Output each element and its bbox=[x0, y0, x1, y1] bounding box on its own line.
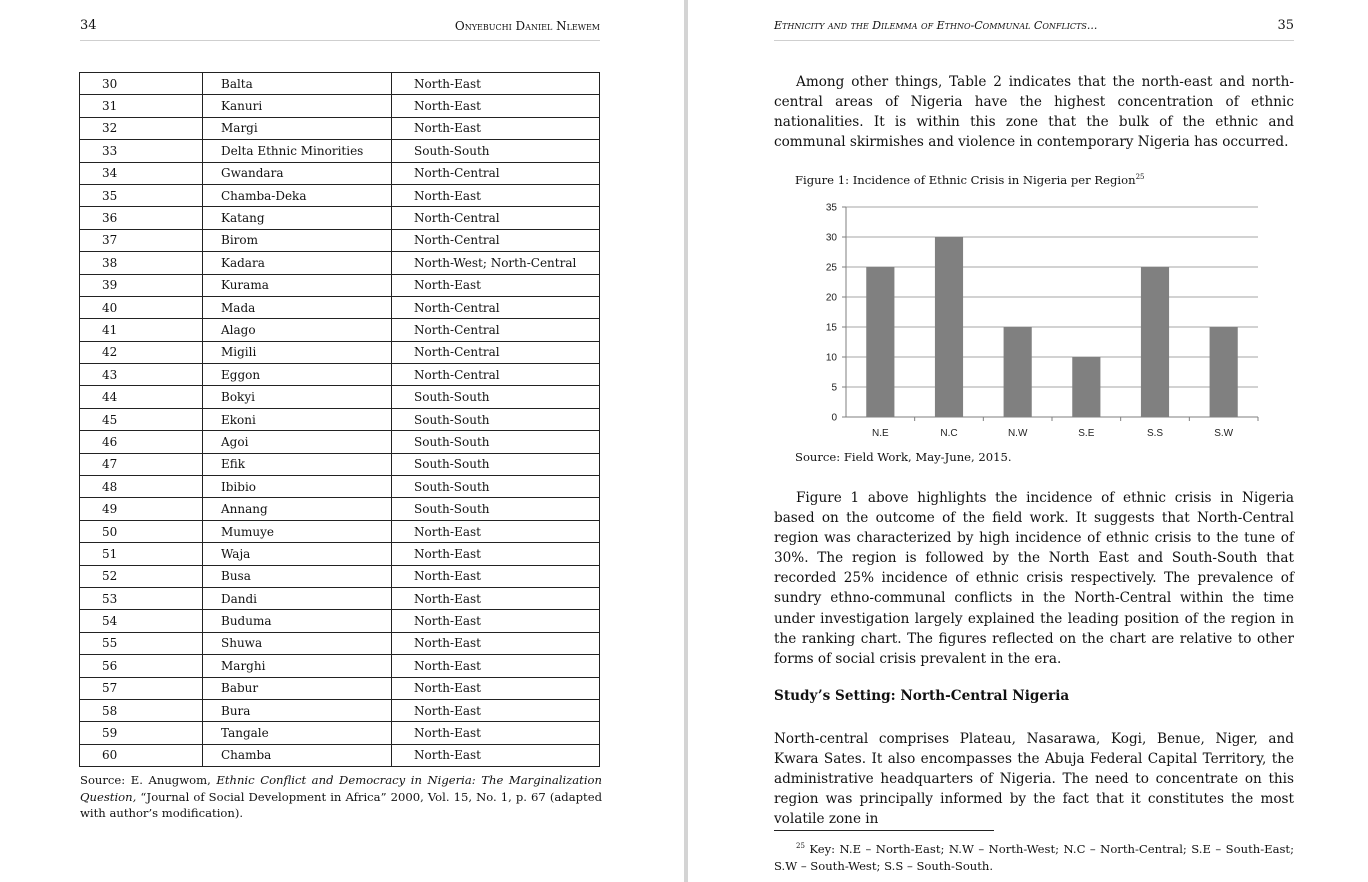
paragraph-2: Figure 1 above highlights the incidence of ethnic crisis in Nigeria based on the outcome of the field work. It suggests that North-Central region was characterized by high incidence of ethnic crisis to the tune of 30%. The region is followed by the North East and South-South that recorded 25% incidence of ethnic crisis respectively. The prevalence of sundry ethno-communal conflicts in the North-Central within the time under investigation largely explained the leading position of the region in the ranking chart. The figures reflected on the chart are relative to other forms of social crisis prevalent in the era. bbox=[774, 490, 1294, 667]
table-row bbox=[80, 73, 600, 95]
region-cell: North-West; North-Central bbox=[392, 252, 600, 274]
row-number-cell: 39 bbox=[80, 274, 203, 296]
ethnic-group-cell: Annang bbox=[203, 498, 392, 520]
region-cell: North-East bbox=[392, 744, 600, 766]
x-tick-label: S.S bbox=[1146, 428, 1164, 439]
ethnic-group-cell: Kadara bbox=[203, 252, 392, 274]
table-row bbox=[80, 520, 600, 542]
region-cell: North-East bbox=[392, 655, 600, 677]
ethnic-group-cell: Margi bbox=[203, 117, 392, 139]
table-source-prefix: Source: E. Anugwom, bbox=[80, 773, 217, 787]
paragraph-3: North-central comprises Plateau, Nasarawa, Kogi, Benue, Niger, and Kwara Sates. It also encompasses the Abuja Federal Capital Territory, the administrative headquarters of Nigeria. The need to concentrate on this region was principally informed by the fact that it constitutes the most volatile zone in bbox=[774, 731, 1294, 828]
row-number-cell: 55 bbox=[80, 632, 203, 654]
row-number-cell: 56 bbox=[80, 655, 203, 677]
row-number-cell: 57 bbox=[80, 677, 203, 699]
region-cell: South-South bbox=[392, 453, 600, 475]
row-number-cell: 58 bbox=[80, 699, 203, 721]
table-row bbox=[80, 140, 600, 162]
table-row bbox=[80, 319, 600, 341]
bar-ss bbox=[1141, 267, 1169, 417]
table-source-rest: “Journal of Social Development in Africa” 2000, Vol. 15, No. 1, p. 67 (adapted with author’s modification). bbox=[80, 789, 602, 820]
region-cell: North-Central bbox=[392, 229, 600, 251]
row-number-cell: 35 bbox=[80, 184, 203, 206]
row-number-cell: 30 bbox=[80, 73, 203, 95]
ethnic-group-cell: Gwandara bbox=[203, 162, 392, 184]
row-number-cell: 47 bbox=[80, 453, 203, 475]
row-number-cell: 60 bbox=[80, 744, 203, 766]
region-cell: North-East bbox=[392, 610, 600, 632]
row-number-cell: 36 bbox=[80, 207, 203, 229]
y-tick-label: 10 bbox=[825, 352, 837, 364]
table-row bbox=[80, 252, 600, 274]
region-cell: North-East bbox=[392, 543, 600, 565]
table-row bbox=[80, 229, 600, 251]
table-row bbox=[80, 386, 600, 408]
y-tick-label: 0 bbox=[831, 412, 837, 424]
right-running-head bbox=[774, 18, 1294, 41]
footnote-text: Key: N.E – North-East; N.W – North-West; N.C – North-Central; S.E – South-East; S.W – South-West; S.S – South-South. bbox=[774, 841, 1294, 873]
left-running-head bbox=[80, 18, 600, 41]
ethnic-group-cell: Babur bbox=[203, 677, 392, 699]
table-row bbox=[80, 95, 600, 117]
row-number-cell: 52 bbox=[80, 565, 203, 587]
ethnic-group-cell: Bura bbox=[203, 699, 392, 721]
row-number-cell: 44 bbox=[80, 386, 203, 408]
table-row bbox=[80, 117, 600, 139]
table-row bbox=[80, 655, 600, 677]
x-tick-label: N.W bbox=[1007, 428, 1028, 439]
y-tick-label: 25 bbox=[825, 262, 837, 274]
row-number-cell: 49 bbox=[80, 498, 203, 520]
right-running-title: Ethnicity and the Dilemma of Ethno-Communal Conflicts... bbox=[774, 19, 1098, 32]
table-row bbox=[80, 498, 600, 520]
ethnic-group-cell: Birom bbox=[203, 229, 392, 251]
ethnic-group-cell: Tangale bbox=[203, 722, 392, 744]
ethnic-group-cell: Ekoni bbox=[203, 408, 392, 430]
region-cell: South-South bbox=[392, 498, 600, 520]
region-cell: North-Central bbox=[392, 364, 600, 386]
bar-nw bbox=[1004, 327, 1032, 417]
section-heading: Study’s Setting: North-Central Nigeria bbox=[774, 688, 1070, 704]
region-cell: North-Central bbox=[392, 207, 600, 229]
row-number-cell: 54 bbox=[80, 610, 203, 632]
region-cell: North-East bbox=[392, 677, 600, 699]
row-number-cell: 41 bbox=[80, 319, 203, 341]
region-cell: South-South bbox=[392, 476, 600, 498]
ethnic-group-cell: Ibibio bbox=[203, 476, 392, 498]
ethnic-group-cell: Dandi bbox=[203, 587, 392, 609]
region-cell: North-Central bbox=[392, 341, 600, 363]
table-row bbox=[80, 162, 600, 184]
region-cell: North-Central bbox=[392, 162, 600, 184]
y-tick-label: 15 bbox=[825, 322, 837, 334]
region-cell: North-East bbox=[392, 520, 600, 542]
right-page-number: 35 bbox=[1277, 18, 1294, 33]
left-running-title: Onyebuchi Daniel Nlewem bbox=[454, 19, 600, 33]
table-row bbox=[80, 699, 600, 721]
ethnic-group-cell: Katang bbox=[203, 207, 392, 229]
figure-caption-text: Figure 1: Incidence of Ethnic Crisis in Nigeria per Region bbox=[795, 173, 1136, 187]
row-number-cell: 59 bbox=[80, 722, 203, 744]
region-cell: North-East bbox=[392, 587, 600, 609]
row-number-cell: 46 bbox=[80, 431, 203, 453]
ethnic-group-cell: Kanuri bbox=[203, 95, 392, 117]
row-number-cell: 37 bbox=[80, 229, 203, 251]
footnote-number: 25 bbox=[796, 842, 805, 850]
x-tick-label: S.E bbox=[1078, 428, 1095, 439]
region-cell: South-South bbox=[392, 386, 600, 408]
ethnic-group-cell: Efik bbox=[203, 453, 392, 475]
ethnic-groups-table bbox=[79, 72, 600, 767]
region-cell: North-East bbox=[392, 184, 600, 206]
incidence-bar-chart bbox=[796, 196, 1262, 446]
bar-sw bbox=[1210, 327, 1238, 417]
figure-source: Source: Field Work, May-June, 2015. bbox=[795, 450, 1012, 464]
region-cell: North-East bbox=[392, 632, 600, 654]
ethnic-group-cell: Migili bbox=[203, 341, 392, 363]
ethnic-group-cell: Eggon bbox=[203, 364, 392, 386]
figure-footnote-ref: 25 bbox=[1135, 173, 1145, 182]
row-number-cell: 50 bbox=[80, 520, 203, 542]
footnote-25 bbox=[774, 838, 1294, 875]
table-source-note bbox=[80, 772, 602, 822]
table-row bbox=[80, 408, 600, 430]
ethnic-group-cell: Delta Ethnic Minorities bbox=[203, 140, 392, 162]
ethnic-group-cell: Marghi bbox=[203, 655, 392, 677]
row-number-cell: 34 bbox=[80, 162, 203, 184]
row-number-cell: 40 bbox=[80, 296, 203, 318]
region-cell: South-South bbox=[392, 431, 600, 453]
ethnic-group-cell: Mumuye bbox=[203, 520, 392, 542]
region-cell: North-East bbox=[392, 274, 600, 296]
table-row bbox=[80, 207, 600, 229]
paragraph-1: Among other things, Table 2 indicates that the north-east and north-central areas of Nigeria have the highest concentration of ethnic nationalities. It is within this zone that the bulk of the ethnic and communal skirmishes and violence in contemporary Nigeria has occurred. bbox=[774, 74, 1294, 151]
row-number-cell: 51 bbox=[80, 543, 203, 565]
table-row bbox=[80, 476, 600, 498]
row-number-cell: 48 bbox=[80, 476, 203, 498]
region-cell: North-East bbox=[392, 73, 600, 95]
region-cell: North-Central bbox=[392, 319, 600, 341]
table-row bbox=[80, 587, 600, 609]
ethnic-group-cell: Shuwa bbox=[203, 632, 392, 654]
ethnic-group-cell: Buduma bbox=[203, 610, 392, 632]
row-number-cell: 31 bbox=[80, 95, 203, 117]
table-source-title: Ethnic Conflict and Democracy in Nigeria: The Marginalization Question, bbox=[80, 773, 602, 804]
region-cell: North-East bbox=[392, 565, 600, 587]
row-number-cell: 43 bbox=[80, 364, 203, 386]
table-row bbox=[80, 677, 600, 699]
ethnic-group-cell: Waja bbox=[203, 543, 392, 565]
ethnic-group-cell: Balta bbox=[203, 73, 392, 95]
row-number-cell: 33 bbox=[80, 140, 203, 162]
ethnic-group-cell: Agoi bbox=[203, 431, 392, 453]
x-tick-label: S.W bbox=[1214, 428, 1234, 439]
table-row bbox=[80, 610, 600, 632]
table-row bbox=[80, 341, 600, 363]
region-cell: North-East bbox=[392, 699, 600, 721]
ethnic-group-cell: Alago bbox=[203, 319, 392, 341]
row-number-cell: 45 bbox=[80, 408, 203, 430]
table-row bbox=[80, 632, 600, 654]
row-number-cell: 32 bbox=[80, 117, 203, 139]
y-tick-label: 20 bbox=[825, 292, 837, 304]
y-tick-label: 30 bbox=[825, 232, 837, 244]
row-number-cell: 38 bbox=[80, 252, 203, 274]
region-cell: South-South bbox=[392, 408, 600, 430]
ethnic-group-cell: Bokyi bbox=[203, 386, 392, 408]
ethnic-group-cell: Chamba-Deka bbox=[203, 184, 392, 206]
table-row bbox=[80, 274, 600, 296]
region-cell: North-East bbox=[392, 722, 600, 744]
footnote-rule bbox=[774, 830, 994, 831]
table-row bbox=[80, 431, 600, 453]
table-row bbox=[80, 453, 600, 475]
table-row bbox=[80, 565, 600, 587]
table-row bbox=[80, 722, 600, 744]
bar-ne bbox=[866, 267, 894, 417]
region-cell: North-Central bbox=[392, 296, 600, 318]
x-tick-label: N.C bbox=[940, 428, 958, 439]
right-page bbox=[688, 0, 1368, 882]
bar-se bbox=[1072, 357, 1100, 417]
y-tick-label: 5 bbox=[831, 382, 837, 394]
figure-caption bbox=[795, 173, 1145, 187]
ethnic-group-cell: Kurama bbox=[203, 274, 392, 296]
ethnic-group-cell: Busa bbox=[203, 565, 392, 587]
region-cell: North-East bbox=[392, 117, 600, 139]
region-cell: North-East bbox=[392, 95, 600, 117]
table-row bbox=[80, 543, 600, 565]
region-cell: South-South bbox=[392, 140, 600, 162]
y-tick-label: 35 bbox=[825, 202, 837, 214]
row-number-cell: 42 bbox=[80, 341, 203, 363]
table-row bbox=[80, 364, 600, 386]
ethnic-group-cell: Mada bbox=[203, 296, 392, 318]
ethnic-group-cell: Chamba bbox=[203, 744, 392, 766]
x-tick-label: N.E bbox=[871, 428, 889, 439]
left-page-number: 34 bbox=[80, 18, 97, 33]
table-row bbox=[80, 744, 600, 766]
row-number-cell: 53 bbox=[80, 587, 203, 609]
table-row bbox=[80, 296, 600, 318]
table-row bbox=[80, 184, 600, 206]
bar-nc bbox=[935, 237, 963, 417]
